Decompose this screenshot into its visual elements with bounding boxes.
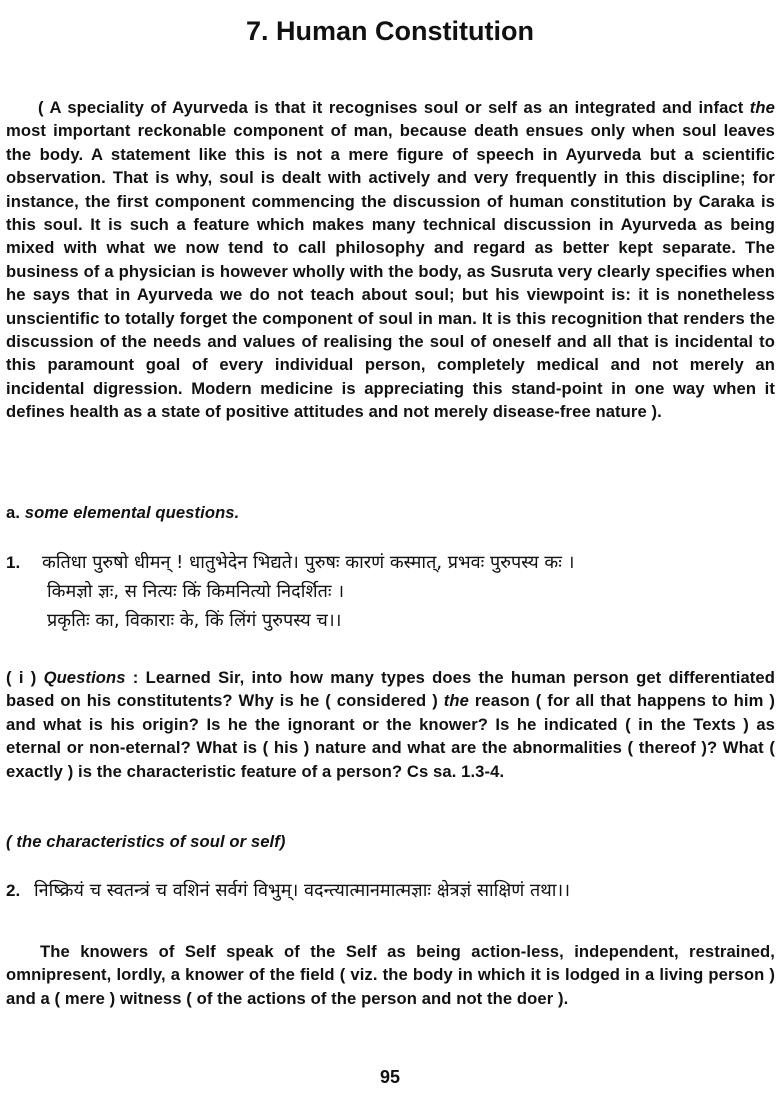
verse-1-line-2: किमज्ञो ज्ञः, स नित्यः किं किमनित्यो निदर्शितः । <box>47 581 345 602</box>
text-segment: : Learned Sir, into how many types does the human person get differentiated based on his constitutents? Why is he ( considered ) <box>6 668 775 711</box>
italic-text: the <box>749 98 775 117</box>
soul-heading <box>6 830 775 853</box>
italic-text: Questions <box>43 668 126 687</box>
soul-heading-text: ( the characteristics of soul or self) <box>6 832 286 851</box>
knowers-paragraph: The knowers of Self speak of the Self as being action-less, independent, restrained, omnipresent, lordly, a knower of the field ( viz. the body in which it is lodged in a living person ) and a ( mere ) witness ( of the actions of the person and not the doer ). <box>6 942 775 1008</box>
verse-1-line-3: प्रकृतिः का, विकाराः के, किं लिंगं पुरुपस्य च।। <box>47 610 342 631</box>
section-a-label: some elemental questions. <box>24 503 240 522</box>
chapter-title: 7. Human Constitution <box>246 16 534 46</box>
text-segment: reason ( for all that happens to him ) and what is his origin? Is he the ignorant or the knower? Is he indicated ( in the Texts ) as eternal or non-eternal? What is ( his ) nature and what are the abnormalities ( thereof )? What ( exactly ) is the characteristic feature of a person? Cs sa. 1.3-4. <box>6 691 775 781</box>
text-segment: ( A speciality of Ayurveda is that it recognises soul or self as an integrated and infact <box>38 98 750 117</box>
verse-1 <box>6 548 574 635</box>
intro-paragraph <box>6 96 775 424</box>
questions-paragraph <box>6 666 775 783</box>
section-a-heading <box>6 501 775 524</box>
page-number: 95 <box>379 1067 401 1087</box>
verse-2-number: 2. <box>6 881 21 900</box>
verse-1-line-1: कतिधा पुरुषो धीमन् ! धातुभेदेन भिद्यते। पुरुषः कारणं कस्मात्, प्रभवः पुरुपस्य कः । <box>42 552 575 573</box>
italic-text: the <box>443 691 469 711</box>
section-a-prefix: a. <box>6 503 25 522</box>
verse-1-number: 1. <box>6 553 21 572</box>
text-segment: most important reckonable component of man, because death ensues only when soul leaves the body. A statement like this is not a mere figure of speech in Ayurveda but a scientific observation. That is why, soul is dealt with actively and very frequently in this discipline; for instance, the first component commencing the discussion of human constitution by Caraka is this soul. It is such a feature which makes many technical discussion in Ayurveda as being mixed with what we now tend to call philosophy and regard as better kept separate. The business of a physician is however wholly with the body, as Susruta very clearly specifies when he says that in Ayurveda we do not teach about soul; but his viewpoint is: it is nonetheless unscientific to totally forget the component of soul in man. It is this recognition that renders the discussion of the needs and values of realising the soul of oneself and all that is incidental to this paramount goal of every individual person, completely medical and not merely an incidental digression. Modern medicine is appreciating this stand-point in one way when it defines health as a state of positive attitudes and not merely disease-free nature ). <box>6 121 775 422</box>
verse-2-line: निष्क्रियं च स्वतन्त्रं च वशिनं सर्वगं विभुम्। वदन्त्यात्मानमात्मज्ञाः क्षेत्रज्ञं साक्षिणं तथा।। <box>34 880 571 901</box>
verse-2 <box>6 876 570 905</box>
text-segment: ( i ) <box>6 668 44 687</box>
